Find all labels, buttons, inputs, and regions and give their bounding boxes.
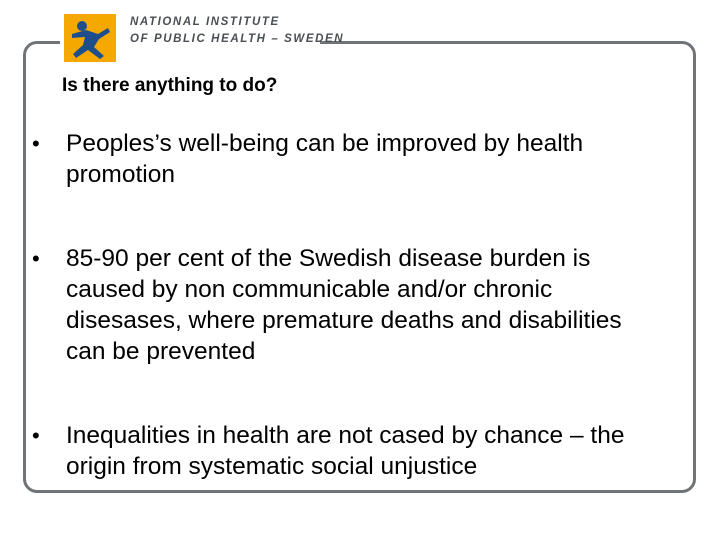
bullet-text: 85-90 per cent of the Swedish disease burden is caused by non communicable and/or chronic disesases, where premature deaths and disabilities can be prevented: [66, 245, 622, 365]
bullet-item: [32, 420, 662, 482]
bullet-list: [32, 128, 662, 482]
bullet-symbol: •: [32, 423, 40, 448]
slide-title: Is there anything to do?: [62, 75, 278, 96]
institute-logo: [60, 10, 345, 62]
bullet-text: Inequalities in health are not cased by chance – the origin from systematic social unjustice: [66, 422, 625, 480]
logo-line-1: NATIONAL INSTITUTE: [130, 16, 280, 28]
bullet-text: Peoples’s well-being can be improved by health promotion: [66, 130, 584, 188]
bullet-item: [32, 128, 662, 190]
leaping-figure-icon: [64, 14, 116, 62]
logo-line-2: OF PUBLIC HEALTH – SWEDEN: [130, 33, 345, 45]
bullet-symbol: •: [32, 131, 40, 156]
bullet-item: [32, 243, 662, 367]
bullet-symbol: •: [32, 246, 40, 271]
